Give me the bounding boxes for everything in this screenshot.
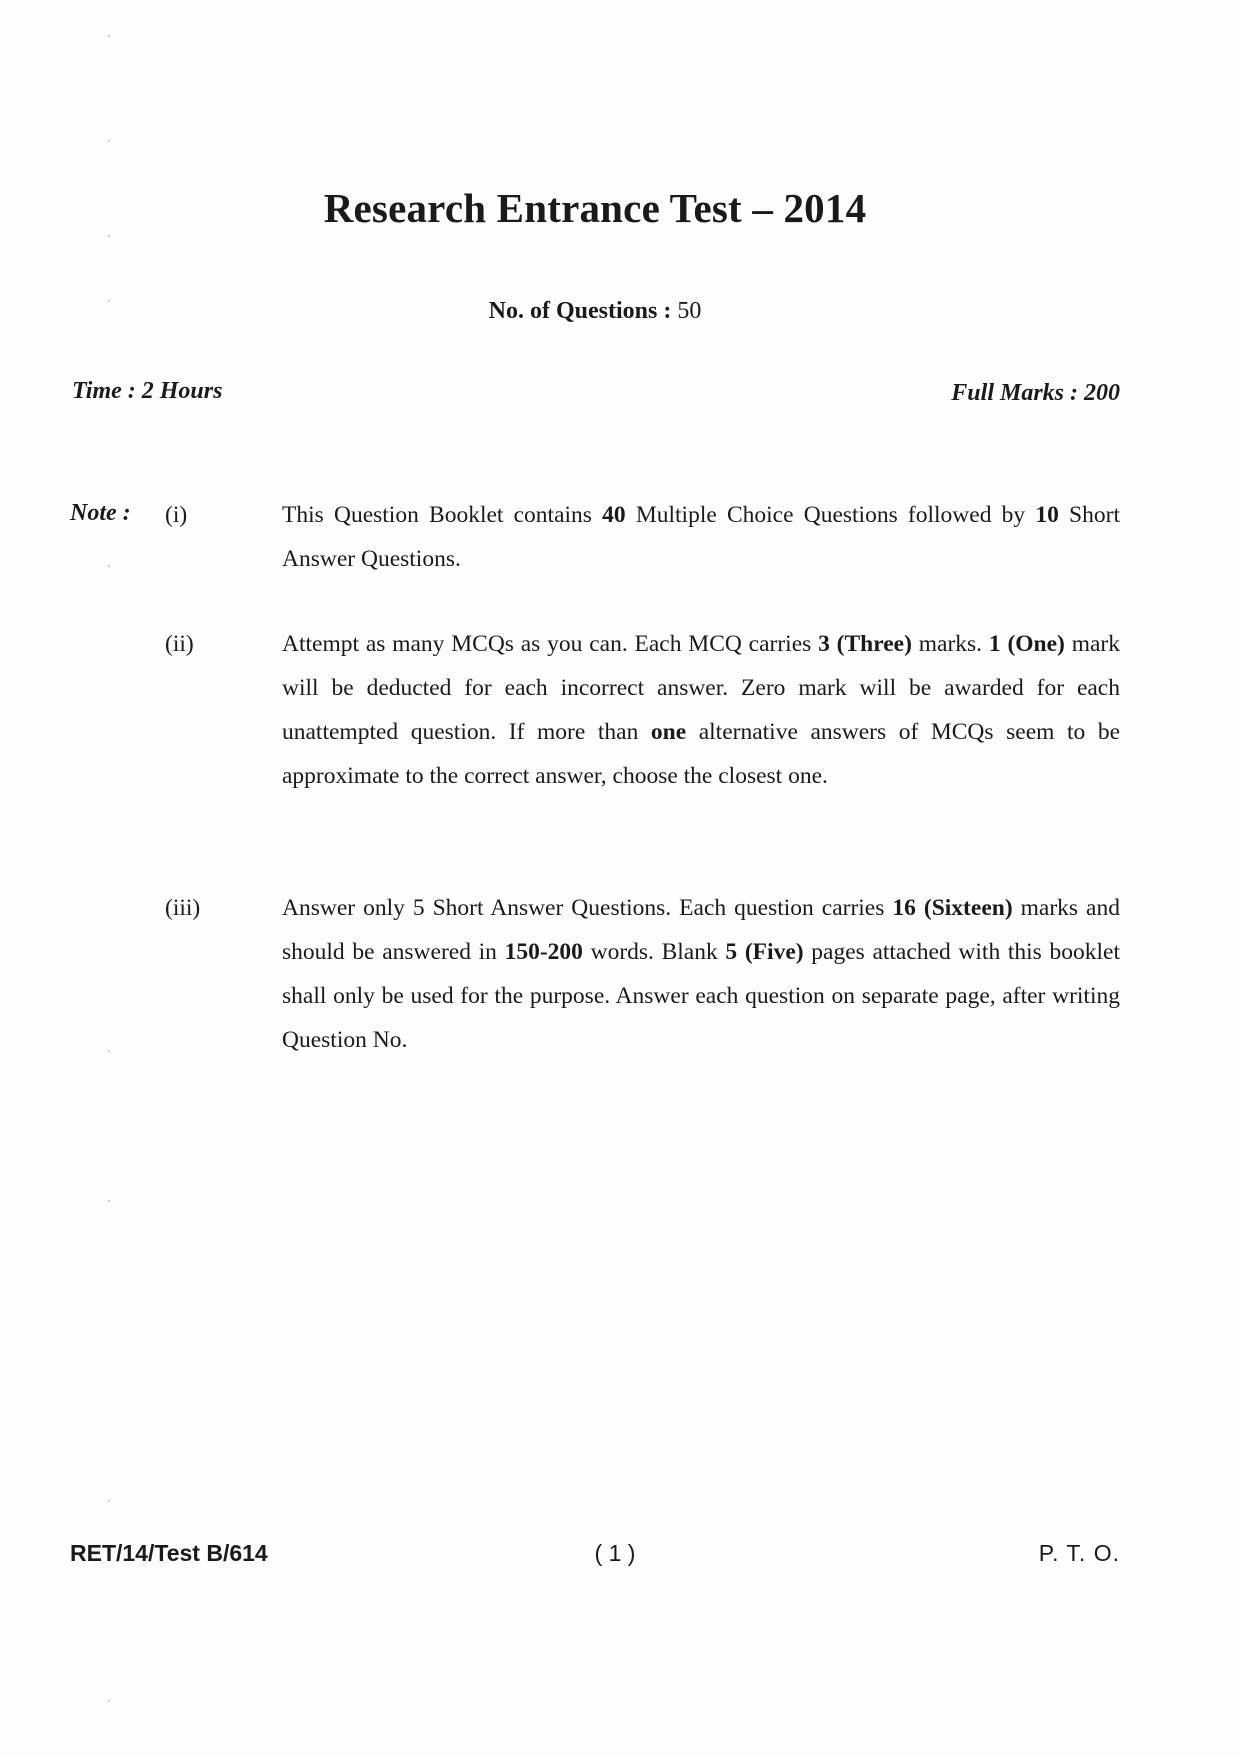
time-allowed: Time : 2 Hours [72, 378, 223, 404]
note-item-text: Attempt as many MCQs as you can. Each MCQ carries 3 (Three) marks. 1 (One) mark will be deducted for each incorrect answer. Zero mark will be awarded for each unattempted question. If more than one alternative answers of MCQs seem to be approximate to the correct answer, choose the closest one. [282, 631, 1120, 789]
note-item-text: Answer only 5 Short Answer Questions. Each question carries 16 (Sixteen) marks and should be answered in 150-200 words. Blank 5 (Five) pages attached with this booklet shall only be used for the purpose. Answer each question on separate page, after writing Question No. [282, 895, 1120, 1053]
scan-speck [108, 1500, 110, 1502]
full-marks: Full Marks : 200 [951, 380, 1120, 406]
time-marks-row [72, 378, 1120, 414]
number-of-questions [0, 298, 1190, 325]
scan-speck [108, 140, 110, 142]
note-item-3 [165, 886, 1120, 1062]
note-item-text: This Question Booklet contains 40 Multiple Choice Questions followed by 10 Short Answer Questions. [282, 502, 1120, 572]
note-item-2 [165, 622, 1120, 798]
note-item-1 [165, 493, 1120, 581]
please-turn-over: P. T. O. [1038, 1540, 1120, 1566]
scan-speck [108, 235, 110, 237]
scan-speck [108, 1050, 110, 1052]
scan-speck [108, 1200, 110, 1202]
page-footer [70, 1540, 1120, 1580]
page-number: ( 1 ) [594, 1540, 636, 1566]
note-item-number: (iii) [165, 895, 201, 921]
scan-speck [108, 35, 110, 37]
note-item-number: (ii) [165, 631, 194, 657]
scan-speck [108, 1700, 110, 1702]
booklet-code: RET/14/Test B/614 [70, 1540, 268, 1566]
scan-speck [108, 565, 110, 567]
note-label: Note : [70, 500, 131, 526]
questions-label: No. of Questions : [488, 298, 672, 324]
scan-speck [108, 300, 110, 302]
questions-value: 50 [677, 298, 702, 324]
page-title: Research Entrance Test – 2014 [323, 185, 867, 231]
note-item-number: (i) [165, 502, 188, 528]
